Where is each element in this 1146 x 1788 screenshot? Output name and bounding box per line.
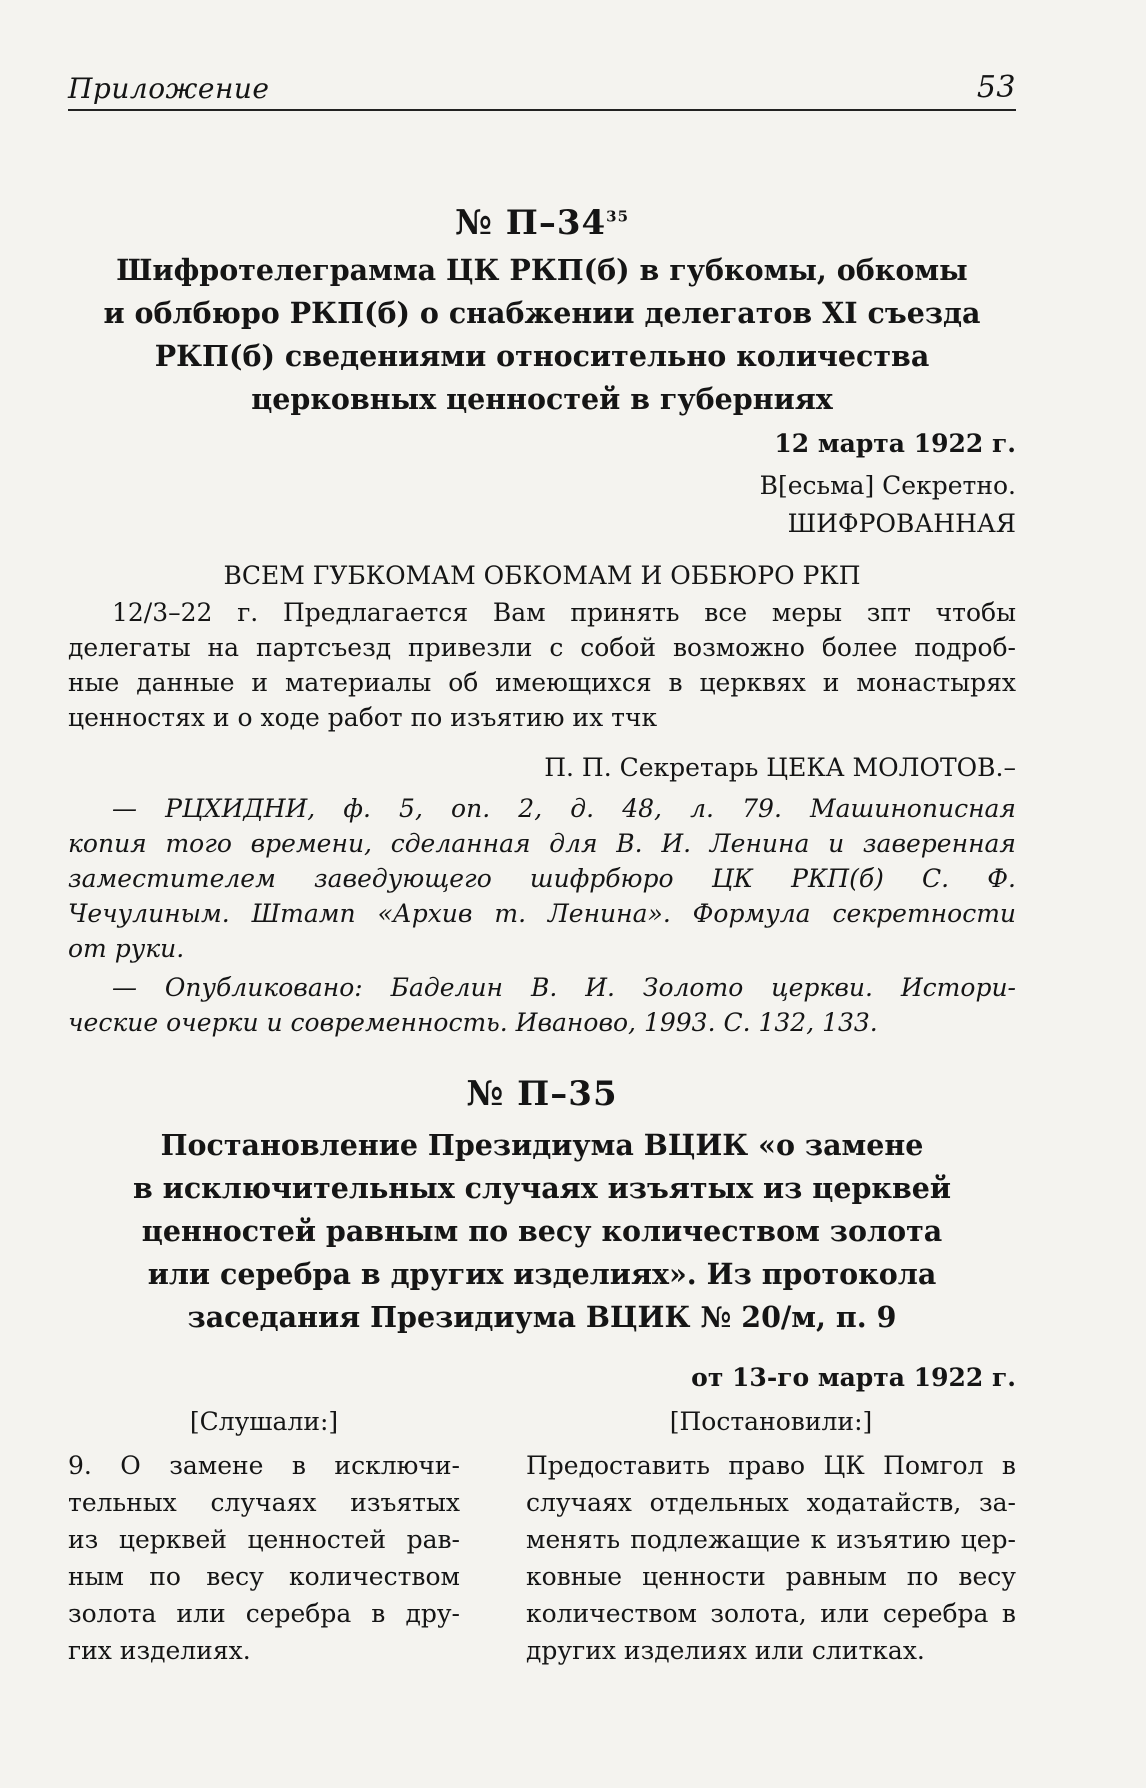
protocol-columns	[68, 1403, 1016, 1669]
heard-heading: [Слушали:]	[189, 1407, 339, 1436]
resolved-column	[526, 1403, 1016, 1669]
resolved-line: Предоставить право ЦК Помгол в	[526, 1451, 1016, 1480]
doc1-body-line: ные данные и материалы об имеющихся в церквях и монастырях	[68, 668, 1016, 697]
running-head	[68, 70, 1016, 111]
resolved-line: случаях отдельных ходатайств, за-	[526, 1488, 1016, 1517]
resolved-line: ковные ценности равным по весу	[526, 1562, 1016, 1591]
archive-line: заместителем заведующего шифрбюро ЦК РКП(б) С. Ф.	[68, 864, 1016, 893]
resolved-line: менять подлежащие к изъятию цер-	[526, 1525, 1016, 1554]
doc1-title-line: церковных ценностей в губерниях	[251, 382, 833, 416]
doc1-title	[68, 249, 1016, 421]
doc2-title	[68, 1124, 1016, 1339]
doc2-number: № П–35	[466, 1074, 618, 1114]
doc1-body-line: 12/3–22 г. Предлагается Вам принять все меры зпт чтобы	[112, 598, 1016, 627]
archive-line: Чечулиным. Штамп «Архив т. Ленина». Формула секретности	[68, 899, 1016, 928]
doc1-date: 12 марта 1922 г.	[774, 429, 1016, 458]
doc1-body-line: делегаты на партсъезд привезли с собой возможно более подроб-	[68, 633, 1016, 662]
heard-line: гих изделиях.	[68, 1636, 251, 1665]
heard-text	[68, 1447, 460, 1669]
doc1-cipher: ШИФРОВАННАЯ	[787, 509, 1016, 538]
doc1-footnote-mark: 35	[606, 207, 630, 226]
heard-line: 9. О замене в исключи-	[68, 1451, 460, 1480]
published-line: ческие очерки и современность. Иваново, 1993. С. 132, 133.	[68, 1008, 878, 1037]
doc2-title-line: заседания Президиума ВЦИК № 20/м, п. 9	[187, 1300, 897, 1334]
resolved-heading: [Постановили:]	[669, 1407, 873, 1436]
heard-column	[68, 1403, 460, 1669]
doc2-date: от 13-го марта 1922 г.	[691, 1363, 1016, 1392]
published-line: — Опубликовано: Баделин В. И. Золото церкви. Истори-	[112, 973, 1016, 1002]
doc1-addressee: ВСЕМ ГУБКОМАМ ОБКОМАМ И ОББЮРО РКП	[223, 561, 861, 590]
doc1-title-line: и облбюро РКП(б) о снабжении делегатов XI съезда	[103, 296, 981, 330]
resolved-text	[526, 1447, 1016, 1669]
section-title: Приложение	[68, 72, 270, 105]
doc2-title-line: или серебра в других изделиях». Из протокола	[147, 1257, 937, 1291]
heard-line: золота или серебра в дру-	[68, 1599, 460, 1628]
doc2-title-line: Постановление Президиума ВЦИК «о замене	[160, 1128, 924, 1162]
heard-line: тельных случаях изъятых	[68, 1488, 460, 1517]
page-number: 53	[976, 70, 1016, 105]
resolved-line: других изделиях или слитках.	[526, 1636, 925, 1665]
doc1-title-line: РКП(б) сведениями относительно количества	[154, 339, 930, 373]
archive-line: копия того времени, сделанная для В. И. Ленина и заверенная	[68, 829, 1016, 858]
doc1-number	[68, 203, 1016, 243]
heard-line: из церквей ценностей рав-	[68, 1525, 460, 1554]
archive-line: — РЦХИДНИ, ф. 5, оп. 2, д. 48, л. 79. Машинописная	[112, 794, 1016, 823]
doc1-body-line: ценностях и о ходе работ по изъятию их тчк	[68, 703, 658, 732]
doc1-signature: П. П. Секретарь ЦЕКА МОЛОТОВ.–	[544, 753, 1016, 782]
doc1-number-text: № П–34	[454, 203, 607, 243]
doc1-published-note	[68, 970, 1016, 1040]
doc1-title-line: Шифротелеграмма ЦК РКП(б) в губкомы, обкомы	[116, 253, 968, 287]
heard-line: ным по весу количеством	[68, 1562, 460, 1591]
doc1-body	[68, 595, 1016, 735]
doc2-title-line: ценностей равным по весу количеством золота	[141, 1214, 943, 1248]
doc1-archive-note	[68, 791, 1016, 966]
archive-line: от руки.	[68, 934, 185, 963]
doc1-secrecy: В[есьма] Секретно.	[759, 471, 1016, 500]
resolved-line: количеством золота, или серебра в	[526, 1599, 1016, 1628]
doc2-title-line: в исключительных случаях изъятых из церквей	[132, 1171, 952, 1205]
